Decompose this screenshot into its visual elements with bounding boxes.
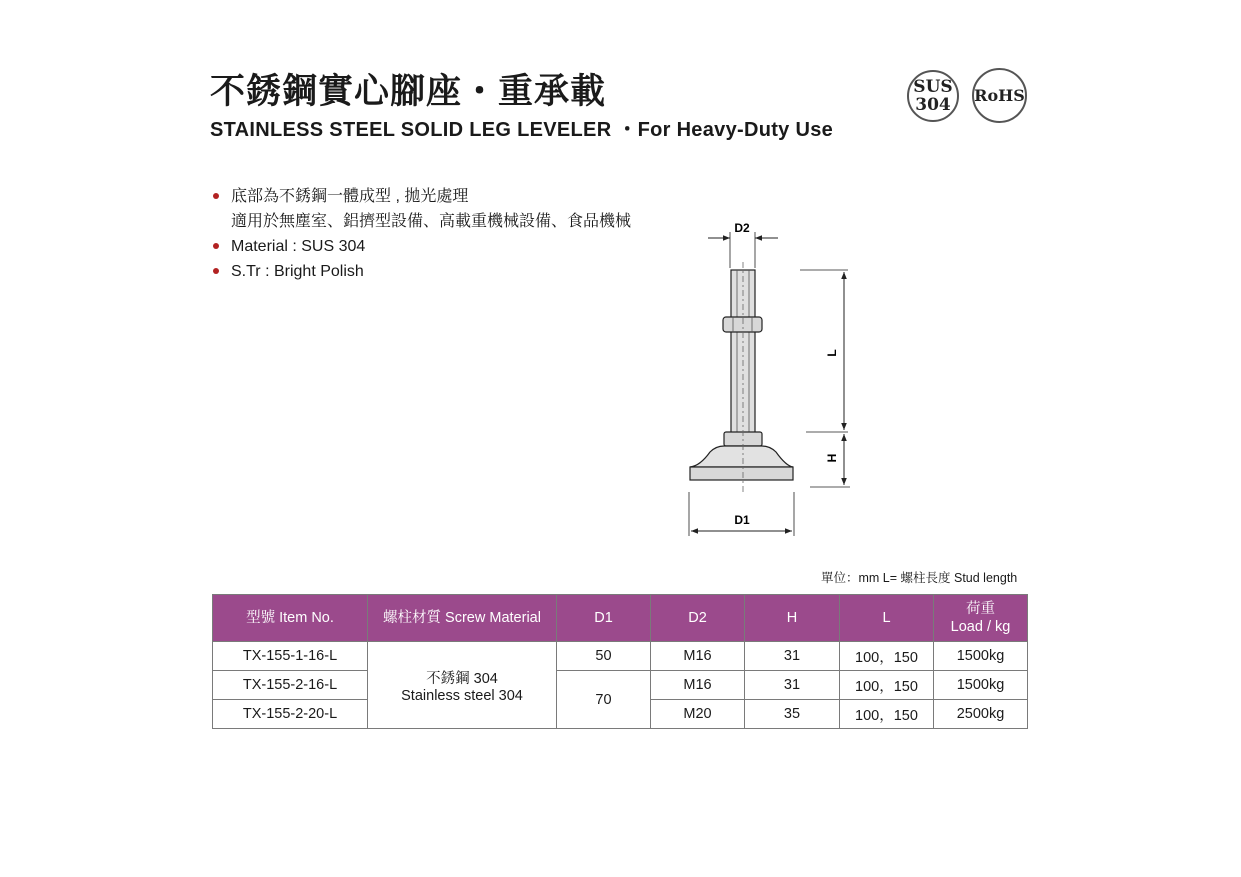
cell-d1: 50 [557, 642, 651, 671]
d1-label: D1 [734, 513, 750, 527]
feature-line: Material : SUS 304 [231, 238, 366, 255]
cell-d2: M20 [651, 700, 745, 729]
cell-load: 2500kg [934, 700, 1028, 729]
bullet-dot-icon [213, 193, 219, 199]
feature-line: 底部為不銹鋼一體成型 , 拋光處理 [231, 188, 469, 205]
base-plate-shape [690, 467, 793, 480]
cell-load: 1500kg [934, 671, 1028, 700]
cell-h: 35 [745, 700, 840, 729]
bullet-dot-icon [213, 268, 219, 274]
col-header-d1: D1 [557, 595, 651, 642]
material-zh: 不銹鋼 304 [426, 670, 498, 687]
cell-l: 100，150 [840, 700, 934, 729]
cell-h: 31 [745, 671, 840, 700]
feature-line: 適用於無塵室、鋁擠型設備、高載重機械設備、食品機械 [231, 213, 632, 230]
col-header-load [934, 595, 1028, 642]
table-row [213, 642, 1028, 671]
cell-load: 1500kg [934, 642, 1028, 671]
col-header-l: L [840, 595, 934, 642]
feature-line: S.Tr : Bright Polish [231, 263, 364, 280]
cell-h: 31 [745, 642, 840, 671]
d2-label: D2 [734, 221, 750, 235]
unit-note: 單位：mm L= 螺柱長度 Stud length [821, 571, 1018, 585]
col-header-d2: D2 [651, 595, 745, 642]
cell-item: TX-155-2-20-L [213, 700, 368, 729]
sus-badge-line2: 304 [915, 95, 951, 115]
bullet-dot-icon [213, 243, 219, 249]
table-row [213, 671, 1028, 700]
cell-l: 100，150 [840, 642, 934, 671]
nut-shape [723, 317, 762, 332]
h-label: H [825, 453, 839, 463]
feature-item [213, 259, 631, 284]
page-title-en: STAINLESS STEEL SOLID LEG LEVELER ・For Heavy-Duty Use [210, 119, 834, 141]
col-header-load-en: Load / kg [950, 619, 1011, 635]
col-header-item: 型號 Item No. [213, 595, 368, 642]
page-title-zh: 不銹鋼實心腳座・重承載 [210, 72, 607, 112]
cell-d2: M16 [651, 671, 745, 700]
l-label: L [825, 349, 839, 357]
col-header-load-zh: 荷重 [966, 601, 995, 617]
rohs-badge-label: RoHS [974, 86, 1025, 105]
leveler-dimension-diagram [680, 210, 860, 540]
cell-d1: 70 [557, 671, 651, 729]
rohs-badge [972, 68, 1027, 123]
sus304-badge [907, 70, 959, 122]
cell-item: TX-155-1-16-L [213, 642, 368, 671]
cell-d2: M16 [651, 642, 745, 671]
col-header-h: H [745, 595, 840, 642]
sus-badge-line1: SUS [913, 77, 953, 97]
cell-material [368, 642, 557, 729]
feature-item [213, 184, 631, 234]
spec-table [212, 594, 1028, 729]
cell-l: 100，150 [840, 671, 934, 700]
feature-list [213, 184, 631, 284]
table-header-row [213, 595, 1028, 642]
cell-item: TX-155-2-16-L [213, 671, 368, 700]
base-dome-shape [690, 446, 793, 467]
col-header-material: 螺柱材質 Screw Material [368, 595, 557, 642]
material-en: Stainless steel 304 [401, 687, 523, 704]
feature-item [213, 234, 631, 259]
